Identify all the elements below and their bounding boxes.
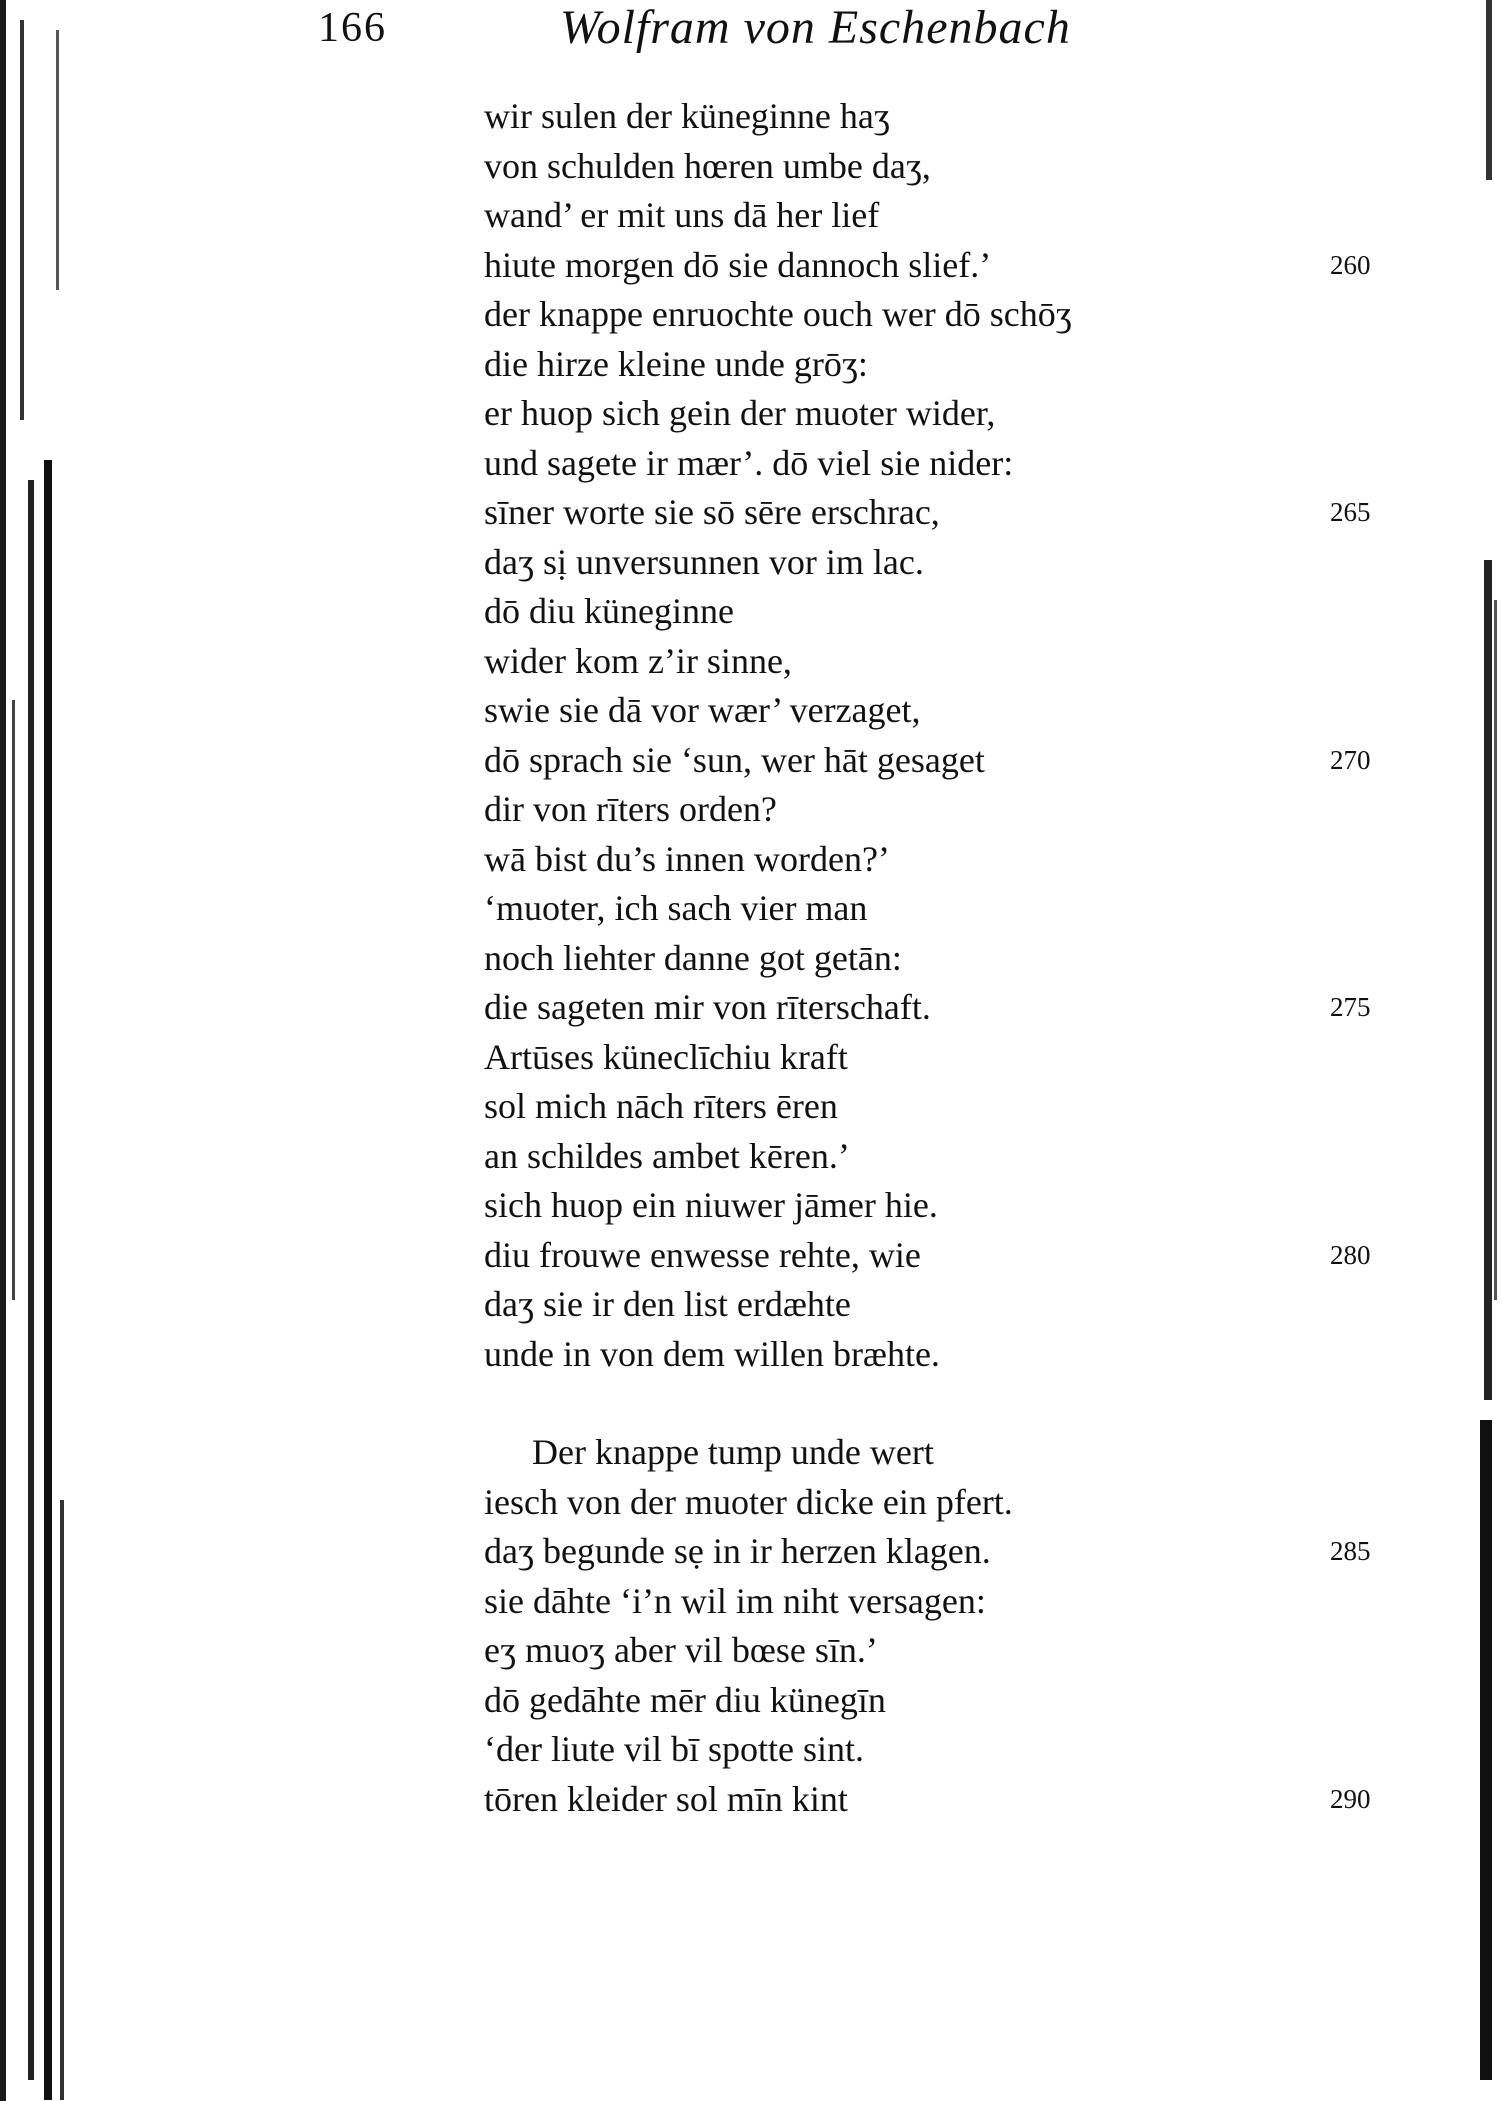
verse-line (484, 785, 1384, 835)
verse-line (484, 1132, 1384, 1182)
verse-line (484, 1725, 1384, 1775)
verse-line (484, 1330, 1384, 1380)
verse-line (484, 587, 1384, 637)
verse-text: tōren kleider sol mīn kint (484, 1778, 848, 1819)
verse-text: ‘muoter, ich sach vier man (484, 888, 868, 928)
verse-line (484, 1231, 1384, 1281)
verse-line (484, 1181, 1384, 1231)
verse-line (484, 1428, 1384, 1478)
verse-line (484, 142, 1384, 192)
verse-line (484, 241, 1384, 291)
verse-line (484, 1775, 1384, 1825)
verse-text: noch liehter danne got getān: (484, 937, 902, 978)
verse-text: Der knappe tump unde wert (532, 1432, 934, 1472)
verse-line (484, 92, 1384, 142)
line-number: 285 (1330, 1536, 1371, 1566)
verse-text: er huop sich gein der muoter wider, (484, 393, 996, 433)
verse-line (484, 439, 1384, 489)
left-binding-edge (0, 0, 72, 2101)
verse-text: daʒ sie ir den list erdæhte (484, 1284, 851, 1324)
verse-text: wir sulen der küneginne haʒ (484, 96, 890, 136)
right-binding-edge (1470, 0, 1502, 2101)
line-number: 270 (1330, 744, 1371, 775)
verse-line (484, 191, 1384, 241)
line-number: 290 (1330, 1783, 1371, 1814)
verse-line (484, 934, 1384, 984)
verse-line (484, 637, 1384, 687)
verse-text: Artūses küneclīchiu kraft (484, 1036, 848, 1077)
verse-text: wider kom z’ir sinne, (484, 640, 792, 681)
verse-line (484, 1280, 1384, 1330)
line-number: 260 (1330, 249, 1371, 280)
page-header (0, 0, 1502, 60)
verse-text: unde in von dem willen bræhte. (484, 1333, 940, 1374)
verse-text: von schulden hœren umbe daʒ, (484, 145, 931, 186)
verse-text: sol mich nāch rīters ēren (484, 1086, 838, 1126)
verse-text: wā bist du’s innen worden?’ (484, 838, 890, 879)
verse-line (484, 884, 1384, 934)
verse-line (484, 686, 1384, 736)
verse-text: daʒ begunde sẹ in ir herzen klagen. (484, 1531, 991, 1571)
verse-text: sich huop ein niuwer jāmer hie. (484, 1185, 938, 1225)
verse-line (484, 1676, 1384, 1726)
verse-text: die sageten mir von rīterschaft. (484, 987, 931, 1027)
verse-text: ‘der liute vil bī spotte sint. (484, 1729, 864, 1769)
verse-line (484, 1082, 1384, 1132)
verse-text: an schildes ambet kēren.’ (484, 1135, 850, 1176)
verse-text: die hirze kleine unde grōʒ: (484, 343, 868, 384)
stanza (484, 1428, 1384, 1824)
verse-line (484, 835, 1384, 885)
verse-text: dō gedāhte mēr diu künegīn (484, 1679, 886, 1720)
verse-text: sie dāhte ‘i’n wil im niht versagen: (484, 1580, 986, 1621)
page-number: 166 (318, 5, 387, 51)
verse-text: der knappe enruochte ouch wer dō schōʒ (484, 294, 1072, 334)
verse-text: wand’ er mit uns dā her lief (484, 195, 880, 235)
poem-text (484, 92, 1384, 1824)
line-number: 275 (1330, 992, 1371, 1022)
verse-line (484, 1478, 1384, 1528)
line-number: 280 (1330, 1239, 1371, 1270)
verse-text: dō diu küneginne (484, 591, 734, 631)
verse-text: diu frouwe enwesse rehte, wie (484, 1234, 921, 1275)
verse-line (484, 340, 1384, 390)
verse-line (484, 389, 1384, 439)
running-title: Wolfram von Eschenbach (560, 1, 1071, 54)
verse-line (484, 1527, 1384, 1577)
verse-text: dō sprach sie ‘sun, wer hāt gesaget (484, 739, 985, 780)
verse-line (484, 488, 1384, 538)
verse-line (484, 736, 1384, 786)
verse-text: swie sie dā vor wær’ verzaget, (484, 690, 921, 730)
verse-line (484, 1577, 1384, 1627)
verse-line (484, 1626, 1384, 1676)
verse-line (484, 1033, 1384, 1083)
stanza (484, 92, 1384, 1379)
line-number: 265 (1330, 497, 1371, 527)
verse-text: dir von rīters orden? (484, 789, 777, 829)
verse-text: sīner worte sie sō sēre erschrac, (484, 492, 940, 532)
verse-text: eʒ muoʒ aber vil bœse sīn.’ (484, 1630, 878, 1670)
verse-text: und sagete ir mær’. dō viel sie nider: (484, 442, 1014, 483)
verse-line (484, 290, 1384, 340)
verse-text: daʒ sị unversunnen vor im lac. (484, 541, 924, 582)
verse-text: hiute morgen dō sie dannoch slief.’ (484, 244, 992, 285)
verse-text: iesch von der muoter dicke ein pfert. (484, 1481, 1013, 1522)
verse-line (484, 983, 1384, 1033)
verse-line (484, 538, 1384, 588)
